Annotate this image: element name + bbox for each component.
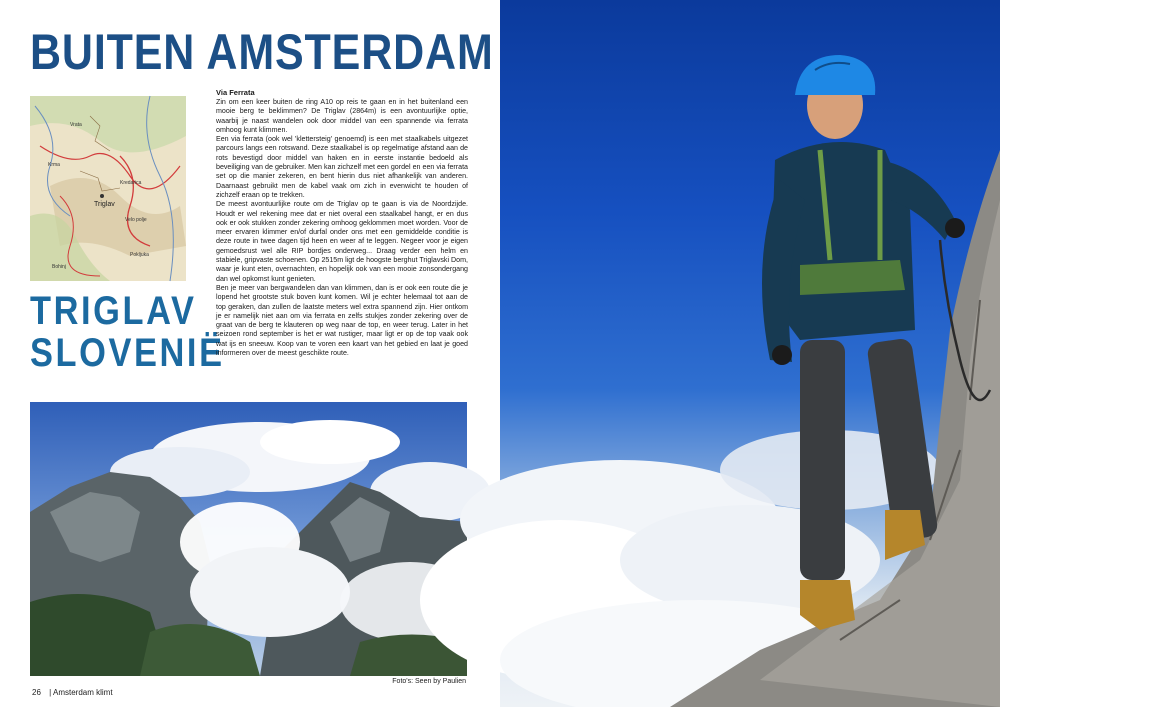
info-sidebar (1035, 92, 1173, 295)
page-footer (32, 688, 119, 697)
magazine-name: | Amsterdam klimt (49, 688, 113, 697)
climber-photo (500, 0, 1000, 707)
mountain-landscape-image (30, 402, 467, 676)
map-label-triglav: Triglav (94, 201, 115, 208)
helmet-shape (795, 55, 875, 95)
article-paragraph: Ben je meer van bergwandelen dan van klimmen, dan is er ook een route die je lopend het grootste stuk boven kunt komen. Wil je echter helemaal tot aan de top geraken, dan zullen de laatste meters wel extra spannend zijn. Hier ontkom je er namelijk niet aan om via ferrata en zelfs stukjes zonder zekering over de graat van de berg te klauteren op weg naar de top, en weer terug. Later in het seizoen rond september is het er wat rustiger, maar ligt er op de top vaak ook wat ijs en sneeuw. Koop van te voren een kaart van het gebied en laat je goed informeren over de meest geschikte route. (216, 283, 468, 358)
article-body (216, 88, 468, 358)
article-paragraph: Een via ferrata (ook wel 'klettersteig' genoemd) is een met staalkabels uitgezet parcours langs een rotswand. Deze staalkabel is op regelmatige afstand aan de rots bevestigd door middel van haken en in eerste instantie bedoeld als beveiliging van de gebruiker. Men kan zichzelf met een gordel en een via ferrata set op die manier zekeren, en bent hierin dus niet afhankelijk van anderen. Daarnaast gebruikt men de kabel vaak om zich in evenwicht te houden of zichzelf eraan op te trekken. (216, 135, 468, 199)
right-page (500, 0, 1173, 707)
sidebar-paragraph: De Triglav is met 2864 m de hoogste berg van de Julische Alpen en tevens de hoogste van Slovenië. De berg ligt aan de grens tussen de regio's Gorenjska en Primorska tussen de gemeenten Mojstrana, Bohinj en Trenta. Triglav betekent de driekoppige, een verwijzing naar de vorm van de berg. De drie toppen staan voor het verleden, het heden en de toekomst; de berg geldt als nationaal symbool van de Slovenen. Een Sloveen behoort hem dan ook in ieder geval eens in zijn of haar leven beklommen te hebben. (1035, 102, 1173, 221)
map-label-vrata: Vrata (70, 122, 82, 128)
article-paragraph: De meest avontuurlijke route om de Triglav op te gaan is via de Noordzijde. Houdt er wel rekening mee dat er niet overal een staalkabel hangt, er en dus ook er ook stukken zonder zekering omhoog geklommen moet worden. Voor de meer ervaren klimmer en/of durfal onder ons met een gemiddelde conditie is deze route in twee dagen tijd heen en weer af te leggen. Negeer voor je eigen gemoedsrust wel alle RIP bordjes onderweg... Draag verder een helm en stabiele, gripvaste schoenen. Op 2515m ligt de hoogste berghut Triglavski Dom, waar je kunt eten, overnachten, en hopelijk ook van een mooie zonsondergang dan wel opkomst kunt genieten. (216, 200, 468, 283)
sidebar-paragraph: De Triglav ligt in het noordwesten van Slovenië, nagenoeg in het hart van het 838 km2 grote Nationaal park Triglav. (1035, 267, 1173, 295)
sidebar-heading: Triglav (1035, 92, 1060, 101)
article-heading: Via Ferrata (216, 88, 255, 97)
mountain-photo (30, 402, 467, 676)
photo-credit: Foto's: Seen by Paulien (392, 678, 466, 685)
section-title-line2: SLOVENIË (30, 331, 225, 375)
map-graphic (30, 96, 186, 281)
map-label-pokljuka: Pokljuka (130, 252, 149, 258)
topographic-map (30, 96, 186, 281)
sidebar-paragraph: Op feestdagen kan men symbolisch een brief sturen vanaf de Triglav. Er is dan op de top een postbeambte die stempels zet op de door wandelaars meegebrachte brieven en ansichtkaarten. (1035, 221, 1173, 267)
page-title: BUITEN AMSTERDAM (30, 24, 494, 80)
map-label-kredarica: Kredarica (120, 180, 142, 186)
climber-on-via-ferrata-image (500, 0, 1000, 707)
map-label-velo-polje: Velo polje (125, 217, 147, 223)
map-label-bohinj: Bohinj (52, 264, 66, 270)
map-label-krma: Krma (48, 162, 60, 168)
page-number: 26 (32, 688, 41, 697)
section-title-line1: TRIGLAV (30, 289, 197, 333)
article-paragraph: Zin om een keer buiten de ring A10 op reis te gaan en in het buitenland een mooie berg te beklimmen? De Triglav (2864m) is een avontuurlijke optie, waarbij je naast wandelen ook door middel van een spannende via ferrata omhoog kunt klimmen. (216, 98, 468, 134)
section-title (30, 289, 225, 375)
